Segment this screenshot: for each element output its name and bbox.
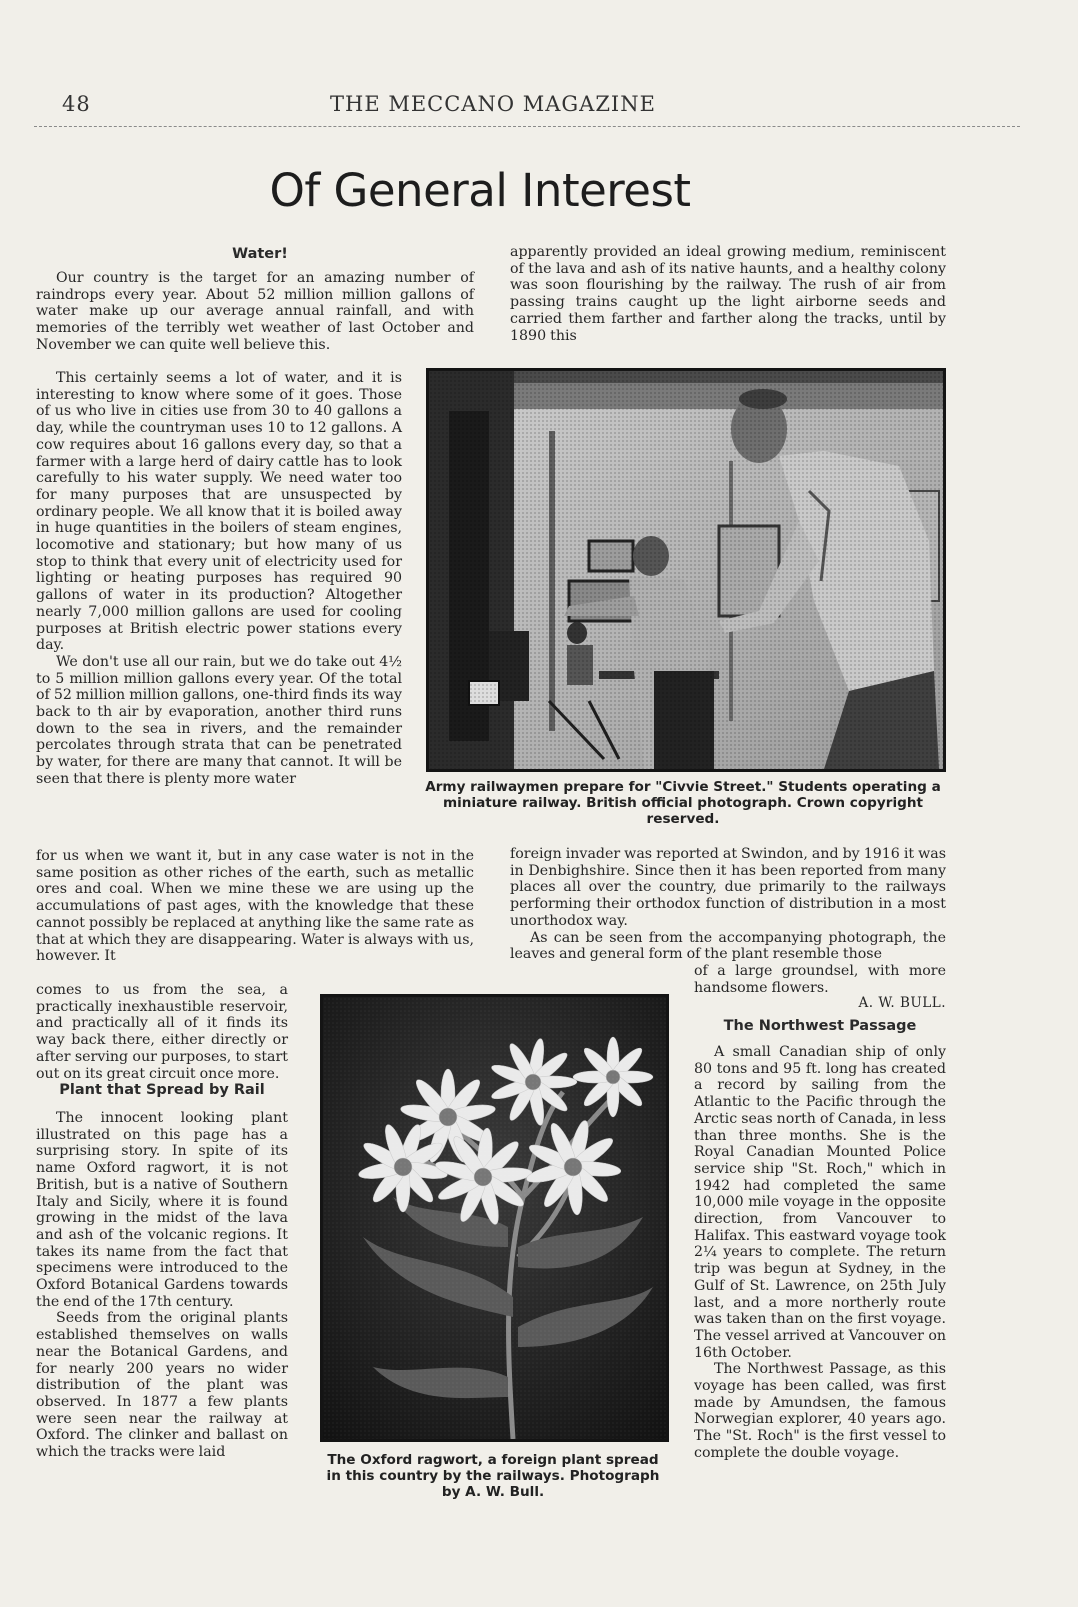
plant-paragraph-2: Seeds from the original plants established themselves on walls near the Botanical Gardens, and for nearly 200 years no wider distribution of the plant was observed. In 1877 a few plants were seen near the railway at Oxford. The clinker and ballast on which the tracks were laid: [36, 1310, 288, 1461]
water-paragraph-1: Our country is the target for an amazing number of raindrops every year. About 52 million million gallons of water make up our average annual rainfall, and with memories of the terribly wet weather of last October and November we can quite well believe this.: [36, 270, 474, 353]
railway-caption: Army railwaymen prepare for "Civvie Street." Students operating a miniature railway. British official photograph. Crown copyright reserved.: [425, 779, 941, 827]
plant-continued-top: [510, 244, 946, 344]
passage-paragraph-2: The Northwest Passage, as this voyage has been called, was first made by Amundsen, the famous Norwegian explorer, 40 years ago. The "St. Roch" is the first vessel to complete the double voyage.: [694, 1361, 946, 1461]
header-rule: [34, 126, 1020, 127]
water-intro-text: [36, 270, 474, 354]
plant-continued-middle: [510, 846, 946, 963]
plant-paragraph-5a: As can be seen from the accompanying photograph, the leaves and general form of the plant resemble those: [510, 929, 946, 963]
plant-continued-right: [694, 963, 946, 996]
water-paragraph-3a: We don't use all our rain, but we do take out 4½ to 5 million million gallons every year. Of the total of 52 million million gallons, one-third finds its way back to th air by evaporation, another third runs down to the sea in rivers, and the remainder percolates through strata that can be penetrated by water, for there are many that cannot. It will be seen that there is plenty more water: [36, 653, 402, 787]
plant-body-text: [36, 1110, 288, 1461]
article-title: Of General Interest: [269, 164, 691, 217]
ragwort-caption: The Oxford ragwort, a foreign plant spread in this country by the railways. Photograph by A. W. Bull.: [326, 1452, 660, 1500]
railwaymen-photo-image: [429, 371, 943, 769]
plant-heading: Plant that Spread by Rail: [59, 1082, 265, 1098]
passage-paragraph-1: A small Canadian ship of only 80 tons and 95 ft. long has created a record by sailing from the Atlantic to the Pacific through the Arctic seas north of Canada, in less than three months. She is the Royal Canadian Mounted Police service ship "St. Roch," which in 1942 had completed the same 10,000 mile voyage in the opposite direction, from Vancouver to Halifax. This eastward voyage took 2¼ years to complete. The return trip was begun at Sydney, in the Gulf of St. Lawrence, on 25th July last, and a more northerly route was taken than on the first voyage. The vessel arrived at Vancouver on 16th October.: [694, 1044, 946, 1361]
plant-paragraph-3: apparently provided an ideal growing medium, reminiscent of the lava and ash of its native haunts, and a healthy colony was soon flourishing by the railway. The rush of air from passing trains caught up the light airborne seeds and carried them farther and farther along the tracks, until by 1890 this: [510, 244, 946, 344]
railway-photograph: [426, 368, 946, 772]
plant-paragraph-5b: of a large groundsel, with more handsome flowers.: [694, 963, 946, 996]
plant-paragraph-1: The innocent looking plant illustrated on this page has a surprising story. In spite of its name Oxford ragwort, it is not British, but is a native of Southern Italy and Sicily, where it is found growing in the midst of the lava and ash of the volcanic regions. It takes its name from the fact that specimens were introduced to the Oxford Botanical Gardens towards the end of the 17th century.: [36, 1110, 288, 1310]
water-body-text: [36, 370, 402, 788]
ragwort-photograph: [320, 994, 669, 1442]
water-heading: Water!: [232, 246, 288, 262]
water-paragraph-3c: comes to us from the sea, a practically inexhaustible reservoir, and practically all of it finds its way back there, either directly or after serving our purposes, to start out on its great circuit once more.: [36, 982, 288, 1082]
page-number: 48: [62, 92, 91, 116]
passage-heading: The Northwest Passage: [723, 1018, 917, 1034]
ragwort-photo-image: [323, 997, 666, 1439]
plant-paragraph-4: foreign invader was reported at Swindon, and by 1916 it was in Denbighshire. Since then it has been reported from many places all over the country, due primarily to the railways performing their orthodox function of distribution in a most unorthodox way.: [510, 846, 946, 929]
water-paragraph-2: This certainly seems a lot of water, and it is interesting to know where some of it goes. Those of us who live in cities use from 30 to 40 gallons a day, while the countryman uses 10 to 12 gallons. A cow requires about 16 gallons every day, so that a farmer with a large herd of dairy cattle has to look carefully to his water supply. We need water too for many purposes that are unsuspected by ordinary people. We all know that it is boiled away in huge quantities in the boilers of steam engines, locomotive and stationary; but how many of us stop to think that every unit of electricity used for lighting or heating purposes has required 90 gallons of water in its production? Altogether nearly 7,000 million gallons are used for cooling purposes at British electric power stations every day.: [36, 370, 402, 654]
water-closing-text: [36, 982, 288, 1082]
water-continued-text: [36, 848, 474, 965]
passage-body-text: [694, 1044, 946, 1462]
author-signature: A. W. BULL.: [858, 995, 946, 1011]
water-paragraph-3b: for us when we want it, but in any case water is not in the same position as other riches of the earth, such as metallic ores and coal. When we mine these we are using up the accumulations of past ages, with the knowledge that these cannot possibly be replaced at anything like the same rate as that at which they are disappearing. Water is always with us, however. It: [36, 848, 474, 965]
running-header: THE MECCANO MAGAZINE: [330, 92, 656, 116]
